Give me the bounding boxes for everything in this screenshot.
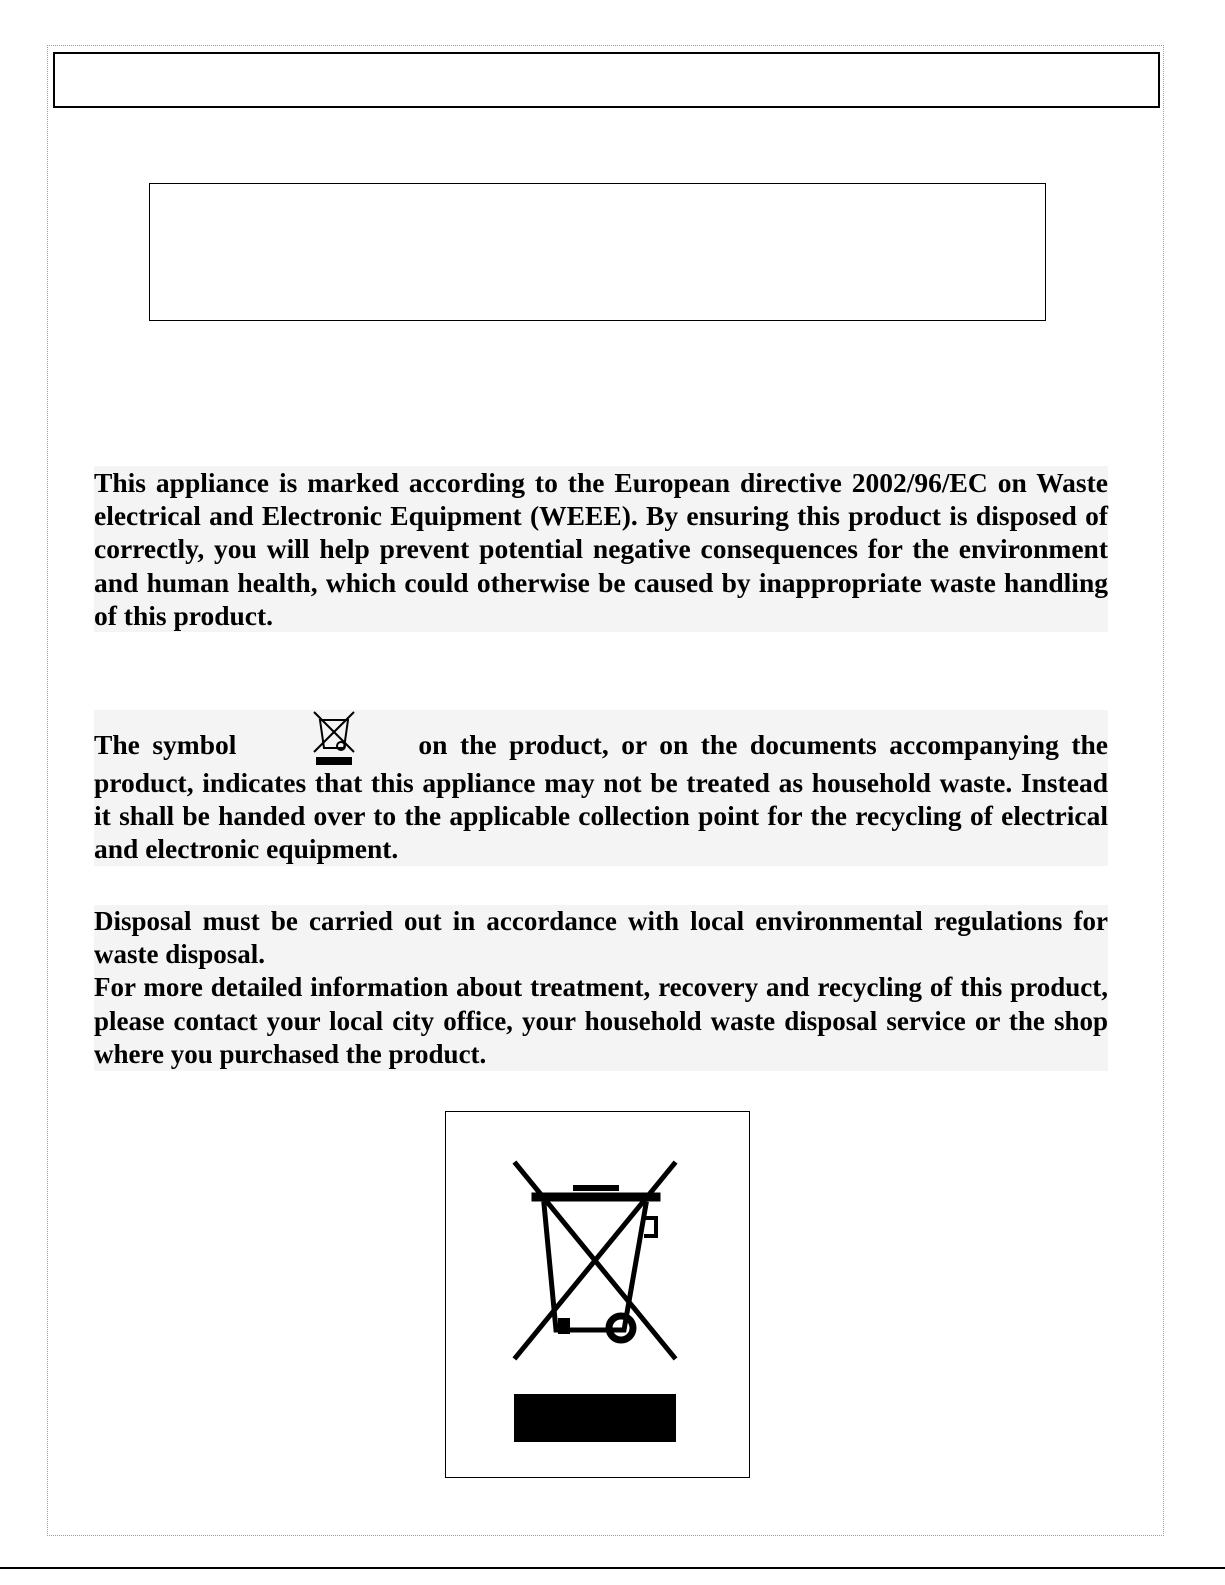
title-box	[149, 183, 1046, 321]
symbol-description-text: on the product, or on the documents accompanying the product, indicates that this appliance may not be treated as household waste. Instead it shall be handed over to the applicable collection point for the recycling of electrical and electronic equipment.	[94, 729, 1108, 865]
weee-symbol-box	[445, 1111, 750, 1478]
bottom-rule	[0, 1567, 1225, 1569]
disposal-regulations-text: Disposal must be carried out in accordance with local environmental regulations for waste disposal.	[94, 906, 1108, 970]
weee-paragraph-disposal	[94, 905, 1108, 1071]
header-box	[53, 52, 1160, 108]
more-information-text: For more detailed information about treatment, recovery and recycling of this product, please contact your local city office, your household waste disposal service or the shop where you purchased the product.	[94, 972, 1108, 1069]
weee-paragraph-directive: This appliance is marked according to the European directive 2002/96/EC on Waste electrical and Electronic Equipment (WEEE). By ensuring this product is disposed of correctly, you will help prevent potential negative consequences for the environment and human health, which could otherwise be caused by inappropriate waste handling of this product.	[94, 467, 1108, 631]
symbol-intro-text: The symbol	[94, 729, 237, 760]
weee-paragraph-symbol	[94, 710, 1108, 866]
crossed-out-wheelie-bin-icon	[308, 710, 360, 766]
crossed-out-wheelie-bin-icon	[506, 1152, 691, 1447]
